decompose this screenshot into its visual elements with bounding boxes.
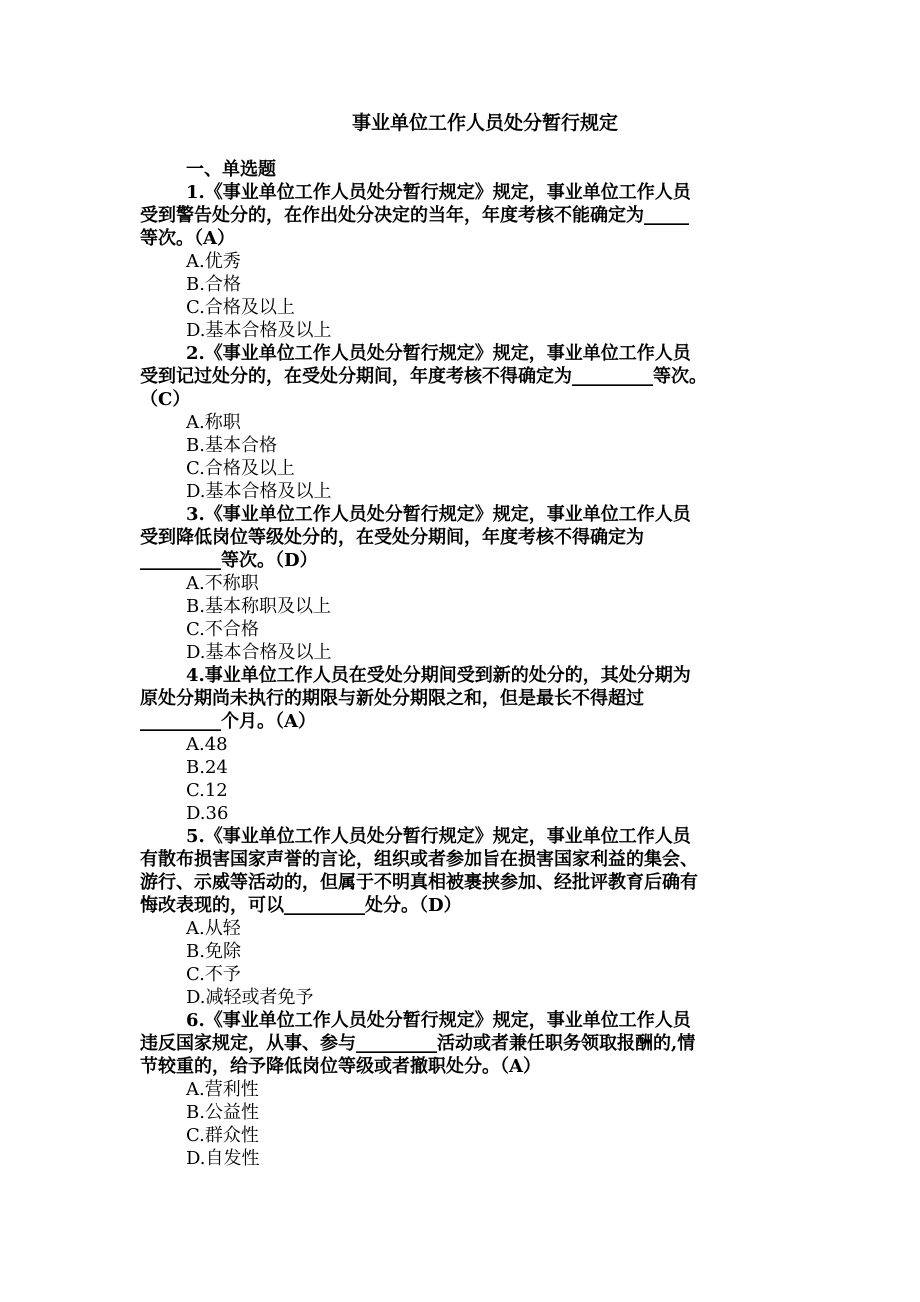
answer-option: C.不予: [186, 964, 241, 985]
section-heading: 一、单选题: [186, 159, 276, 180]
question-text-line: 游行、示威等活动的，但属于不明真相被裹挟参加、经批评教育后确有: [140, 872, 698, 893]
question-text-line: 5.《事业单位工作人员处分暂行规定》规定，事业单位工作人员: [186, 826, 691, 847]
question-text-line: _________个月。（A）: [140, 711, 316, 732]
question-text-line: 6.《事业单位工作人员处分暂行规定》规定，事业单位工作人员: [186, 1010, 691, 1031]
answer-option: C.合格及以上: [186, 458, 295, 479]
answer-option: A.称职: [186, 412, 241, 433]
question-text-line: 受到警告处分的，在作出处分决定的当年，年度考核不能确定为_____: [140, 205, 689, 226]
answer-option: B.公益性: [186, 1102, 259, 1123]
answer-option: C.合格及以上: [186, 297, 295, 318]
answer-option: D.自发性: [186, 1148, 260, 1169]
question-text-line: 等次。（A）: [140, 228, 235, 249]
answer-option: C.群众性: [186, 1125, 259, 1146]
answer-option: C.不合格: [186, 619, 259, 640]
question-text-line: 违反国家规定，从事、参与_________活动或者兼任职务领取报酬的,情: [140, 1033, 696, 1054]
answer-option: D.基本合格及以上: [186, 320, 332, 341]
question-text-line: 1.《事业单位工作人员处分暂行规定》规定，事业单位工作人员: [186, 182, 691, 203]
question-text-line: 原处分期尚未执行的期限与新处分期限之和，但是最长不得超过: [140, 688, 644, 709]
question-text-line: 2.《事业单位工作人员处分暂行规定》规定，事业单位工作人员: [186, 343, 691, 364]
answer-option: A.48: [186, 734, 228, 755]
question-text-line: （C）: [140, 389, 191, 410]
answer-option: B.基本合格: [186, 435, 277, 456]
document-body: [140, 158, 780, 1170]
question-text-line: 受到记过处分的，在受处分期间，年度考核不得确定为_________等次。: [140, 366, 707, 387]
question-block: [140, 181, 780, 342]
question-text-line: 节较重的，给予降低岗位等级或者撤职处分。（A）: [140, 1056, 541, 1077]
answer-option: C.12: [186, 780, 228, 801]
question-text-line: 有散布损害国家声誉的言论，组织或者参加旨在损害国家利益的集会、: [140, 849, 698, 870]
question-block: [140, 664, 780, 825]
answer-option: D.36: [186, 803, 229, 824]
document-title: 事业单位工作人员处分暂行规定: [351, 112, 618, 134]
answer-option: B.24: [186, 757, 228, 778]
answer-option: A.从轻: [186, 918, 241, 939]
question-block: [140, 503, 780, 664]
answer-option: A.营利性: [186, 1079, 259, 1100]
answer-option: D.减轻或者免予: [186, 987, 314, 1008]
question-text-line: _________等次。（D）: [140, 550, 318, 571]
answer-option: B.合格: [186, 274, 241, 295]
question-text-line: 受到降低岗位等级处分的，在受处分期间，年度考核不得确定为: [140, 527, 644, 548]
answer-option: A.不称职: [186, 573, 259, 594]
answer-option: D.基本合格及以上: [186, 481, 332, 502]
answer-option: A.优秀: [186, 251, 241, 272]
question-text-line: 3.《事业单位工作人员处分暂行规定》规定，事业单位工作人员: [186, 504, 691, 525]
answer-option: B.免除: [186, 941, 241, 962]
question-list: [140, 181, 780, 1170]
answer-option: D.基本合格及以上: [186, 642, 332, 663]
question-text-line: 4.事业单位工作人员在受处分期间受到新的处分的，其处分期为: [186, 665, 691, 686]
question-text-line: 悔改表现的，可以_________处分。（D）: [140, 895, 462, 916]
question-block: [140, 1009, 780, 1170]
answer-option: B.基本称职及以上: [186, 596, 331, 617]
question-block: [140, 342, 780, 503]
question-block: [140, 825, 780, 1009]
